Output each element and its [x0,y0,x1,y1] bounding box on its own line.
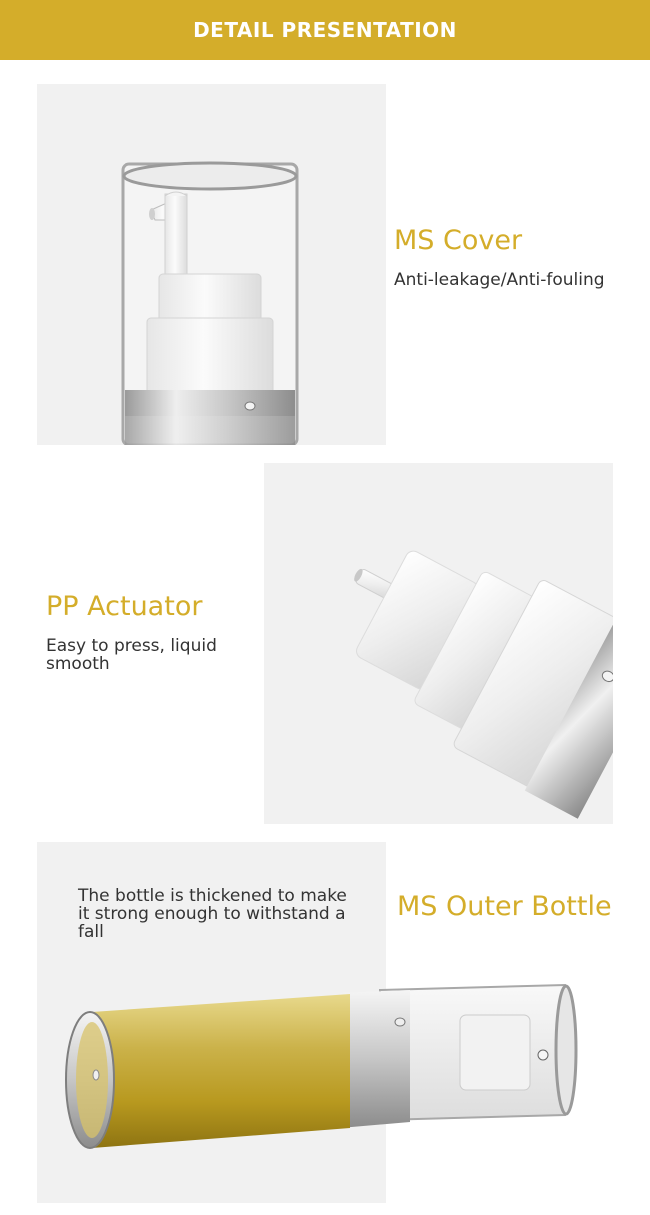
page-title: DETAIL PRESENTATION [193,18,457,42]
pp-actuator-description: Easy to press, liquid smooth [46,636,217,674]
ms-outer-bottle-title: MS Outer Bottle [397,891,612,922]
ms-outer-bottle-description: The bottle is thickened to make it strong enough to withstand a fall [78,886,347,942]
pp-actuator-title: PP Actuator [46,591,203,622]
pp-actuator-image [264,463,613,824]
ms-cover-description: Anti-leakage/Anti-fouling [394,270,605,290]
ms-cover-title: MS Cover [394,225,523,256]
page-header [0,0,650,60]
ms-cover-image [37,84,386,445]
